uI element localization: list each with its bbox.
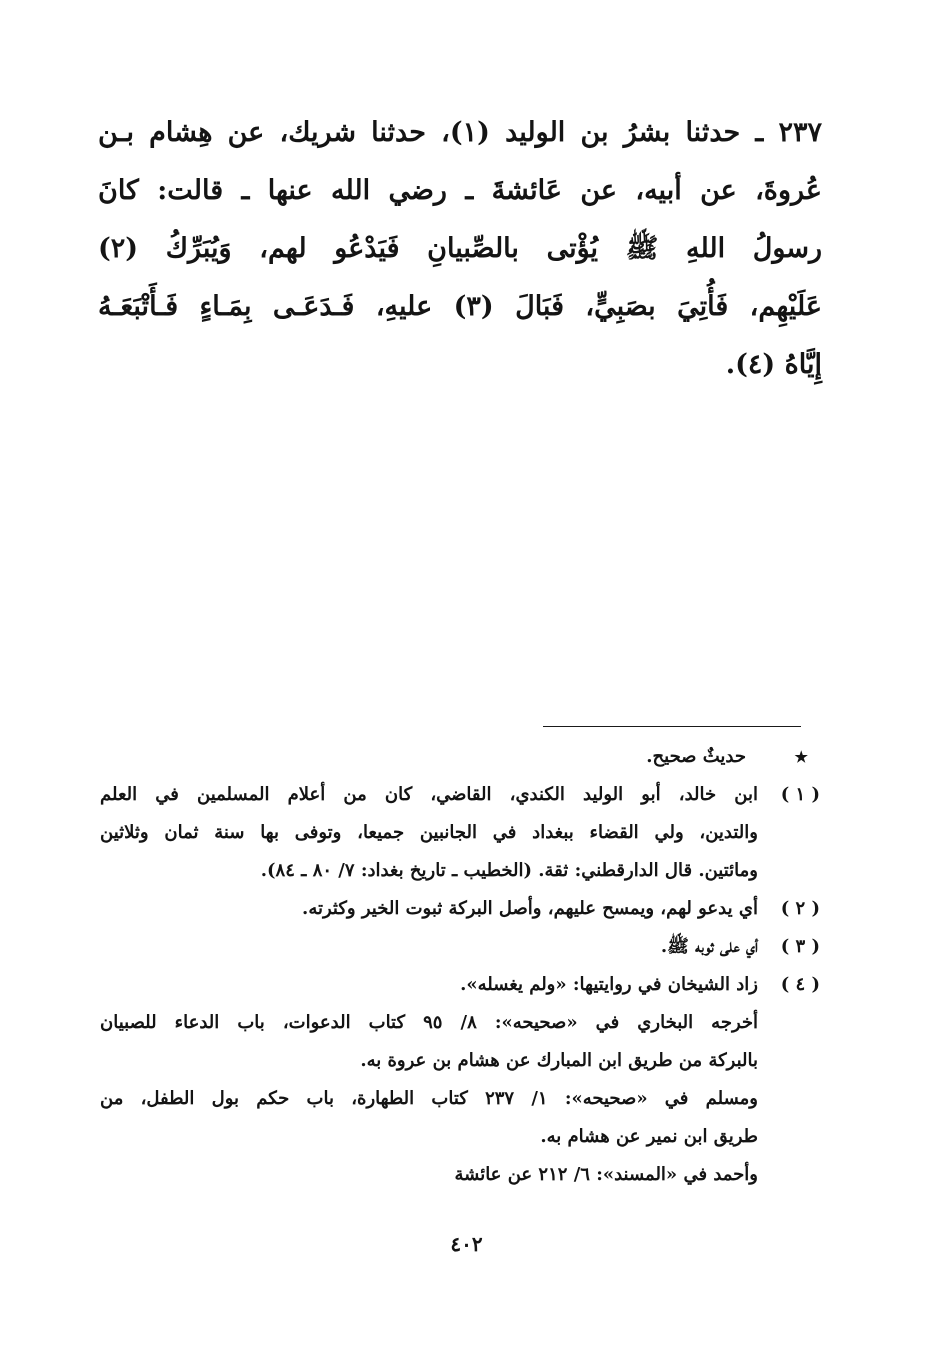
hadith-line: رسولُ اللهِ ﷺ يُؤْتى بالصِّبيانِ فَيَدْعُو لهم، وَيُبَرِّكُ (٢) <box>98 233 822 264</box>
footnote-line: أخرجه البخاري في «صحيحه»: ٨/ ٩٥ كتاب الدعوات، باب الدعاء للصبيان <box>100 1012 758 1033</box>
hadith-line: عَلَيْهِم، فَأُتِيَ بصَبِيٍّ، فَبَالَ (٣) عليهِ، فَـدَعَـى بِمَـاءٍ فَـأَتْبَعَـهُ <box>98 291 822 322</box>
footnote-line: بالبركة من طريق ابن المبارك عن هشام بن عروة به. <box>360 1050 758 1071</box>
footnote-line: ابن خالد، أبو الوليد الكندي، القاضي، كان من أعلام المسلمين في العلم <box>100 784 758 805</box>
page-number: ٤٠٢ <box>450 1232 483 1256</box>
footnote-marker: ( ٢ ) <box>780 898 820 919</box>
hadith-text <box>98 104 822 394</box>
footnote-line: أي على ثوبه ﷺ. <box>660 936 758 957</box>
footnote-2 <box>100 890 820 928</box>
footnote-line: ومسلم في «صحيحه»: ١/ ٢٣٧ كتاب الطهارة، باب حكم بول الطفل، من <box>100 1088 758 1109</box>
footnote-marker: ( ٤ ) <box>780 974 820 995</box>
footnote-line: والتدين، ولي القضاء ببغداد في الجانبين جميعا، وتوفى بها سنة ثمان وثلاثين <box>100 822 758 843</box>
footnote-line: ومائتين. قال الدارقطني: ثقة. (الخطيب ـ تاريخ بغداد: ٧/ ٨٠ ـ ٨٤). <box>260 860 758 881</box>
footnote-marker: ( ١ ) <box>780 784 820 805</box>
footnote-body <box>100 966 758 1194</box>
footnote-line: زاد الشيخان في روايتيها: «ولم يغسله». <box>460 974 758 995</box>
footnote-body <box>100 776 758 890</box>
footnote-grade <box>100 738 820 776</box>
footnote-body <box>100 928 758 966</box>
footnote-separator <box>543 726 801 727</box>
footnote-line: أي يدعو لهم، ويمسح عليهم، وأصل البركة ثبوت الخير وكثرته. <box>302 898 758 919</box>
footnote-line: وأحمد في «المسند»: ٦/ ٢١٢ عن عائشة <box>454 1164 758 1185</box>
footnotes <box>100 738 820 1194</box>
hadith-line: عُروةَ، عن أبيه، عن عَائشةَ ـ رضي الله عنها ـ قالت: كانَ <box>98 175 822 206</box>
star-icon: ★ <box>794 748 808 766</box>
hadith-line: ٢٣٧ ـ حدثنا بشرُ بن الوليد (١)، حدثنا شريك، عن هِشام بـن <box>98 117 823 148</box>
hadith-line: إِيَّاهُ (٤). <box>725 349 822 380</box>
footnote-3 <box>100 928 820 966</box>
footnote-marker: ( ٣ ) <box>780 936 820 957</box>
footnote-line: طريق ابن نمير عن هشام به. <box>540 1126 758 1147</box>
footnote-4 <box>100 966 820 1194</box>
grade-text: حديثٌ صحيح. <box>646 746 746 767</box>
footnote-body <box>100 890 758 928</box>
footnote-1 <box>100 776 820 890</box>
